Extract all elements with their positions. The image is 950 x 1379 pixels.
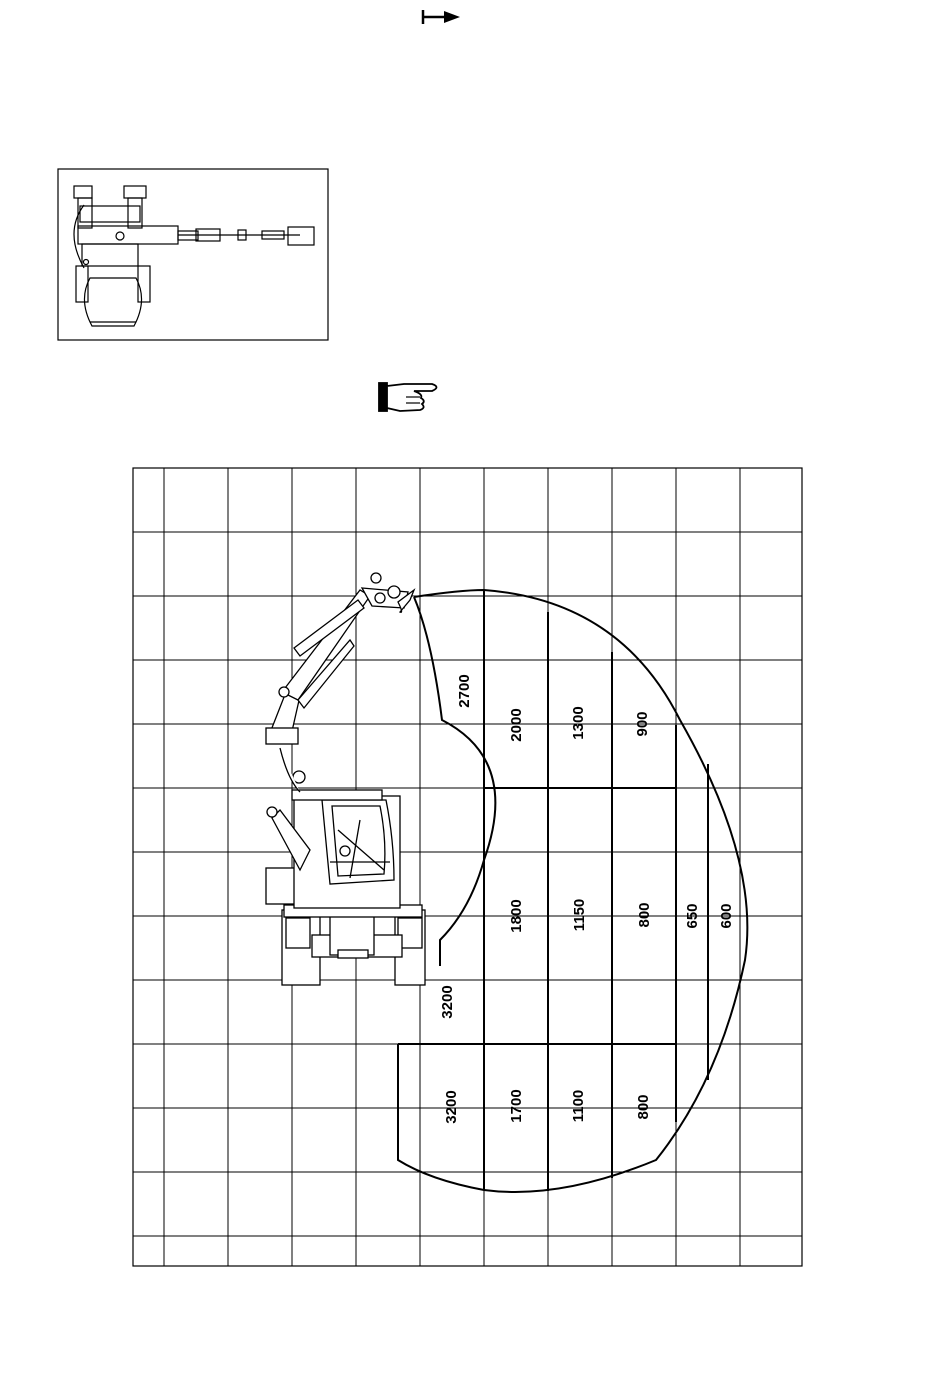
zone-label-800-lower: 800 <box>635 1094 652 1120</box>
top-view-inset <box>58 169 328 340</box>
zone-label-1100: 1100 <box>570 1089 587 1123</box>
chart-grid <box>133 468 802 1266</box>
zone-label-1800: 1800 <box>508 899 525 933</box>
arrow-right-icon <box>423 10 460 24</box>
excavator-side-view-icon <box>266 573 425 985</box>
zone-label-600: 600 <box>718 903 735 929</box>
zone-label-3200-lower: 3200 <box>443 1090 460 1124</box>
zone-label-3200-upper: 3200 <box>439 985 456 1019</box>
zone-label-800-upper: 800 <box>636 902 653 928</box>
zone-label-2000: 2000 <box>508 708 525 742</box>
zone-label-1300: 1300 <box>570 706 587 740</box>
zone-label-2700: 2700 <box>456 674 473 708</box>
zone-label-1700: 1700 <box>508 1089 525 1123</box>
zone-label-900: 900 <box>634 711 651 737</box>
zone-label-1150: 1150 <box>571 898 588 932</box>
pointing-hand-icon <box>379 383 437 411</box>
zone-label-650: 650 <box>684 903 701 929</box>
